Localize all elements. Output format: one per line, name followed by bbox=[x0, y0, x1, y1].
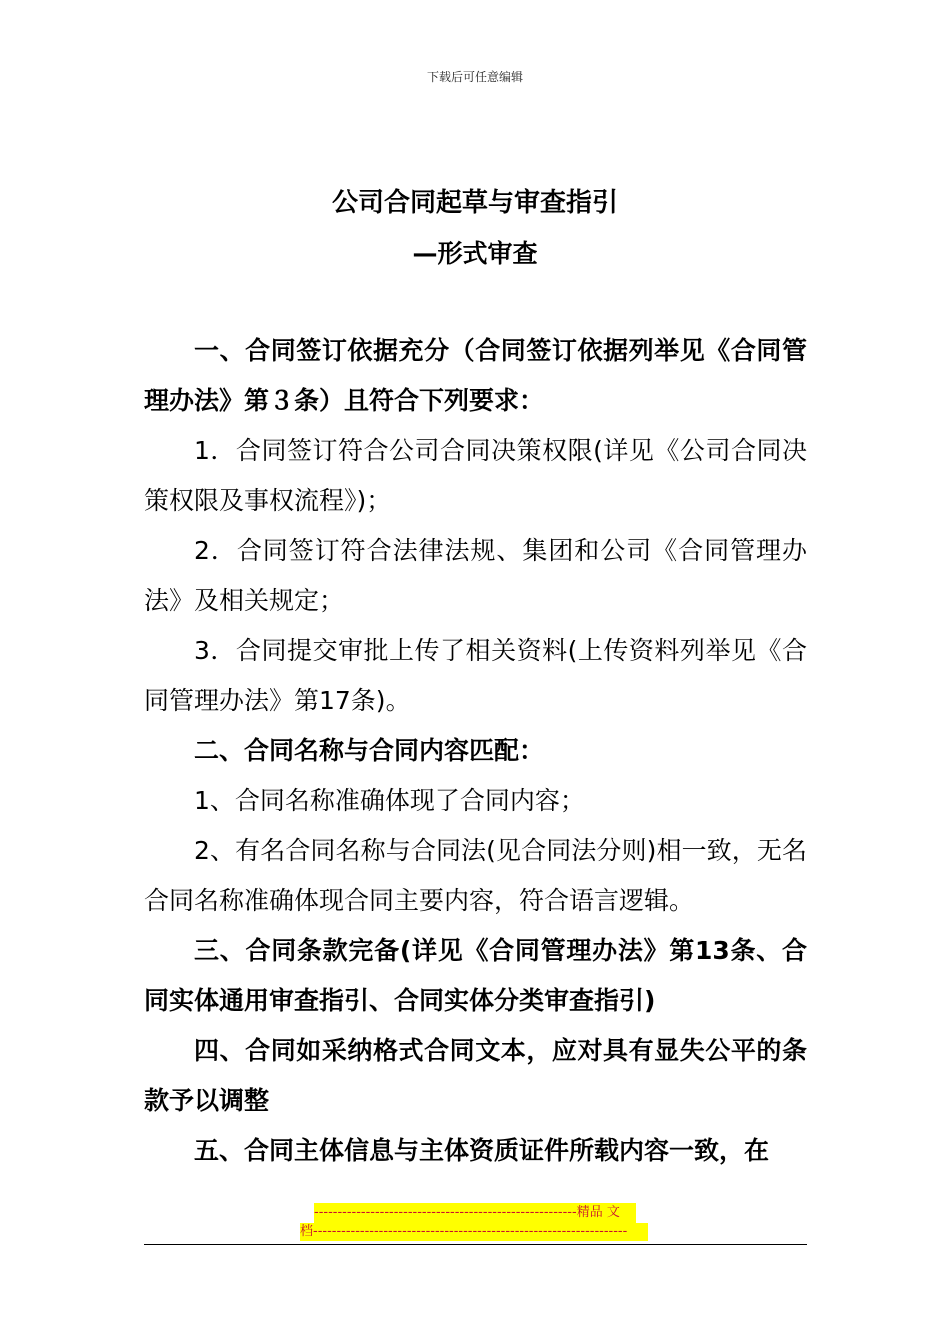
footer-divider bbox=[144, 1244, 807, 1245]
document-title: 公司合同起草与审查指引 bbox=[331, 188, 618, 218]
paragraph: 二、合同名称与合同内容匹配： bbox=[194, 736, 545, 765]
paragraph: 1、合同名称准确体现了合同内容； bbox=[194, 786, 585, 815]
document-body bbox=[144, 326, 807, 1176]
header-note: 下载后可任意编辑 bbox=[426, 70, 523, 84]
footer-line-1: --------------------------------------------------------精品 文 bbox=[314, 1203, 636, 1223]
paragraph: 四、合同如采纳格式合同文本，应对具有显失公平的条款予以调整 bbox=[144, 1036, 807, 1115]
paragraph: 1．合同签订符合公司合同决策权限(详见《公司合同决策权限及事权流程》)； bbox=[144, 436, 807, 515]
paragraph: 五、合同主体信息与主体资质证件所载内容一致，在 bbox=[194, 1136, 770, 1165]
paragraph: 2．合同签订符合法律法规、集团和公司《合同管理办法》及相关规定； bbox=[144, 536, 807, 615]
paragraph: 3．合同提交审批上传了相关资料(上传资料列举见《合同管理办法》第17条)。 bbox=[144, 636, 807, 715]
footer-watermark bbox=[300, 1203, 650, 1241]
footer-line-2: 档------------------------------------------------------------------- bbox=[300, 1223, 648, 1241]
paragraph: 三、合同条款完备(详见《合同管理办法》第13条、合同实体通用审查指引、合同实体分类审查指引) bbox=[144, 936, 807, 1015]
document-subtitle: —形式审查 bbox=[412, 239, 538, 268]
paragraph: 一、合同签订依据充分（合同签订依据列举见《合同管理办法》第３条）且符合下列要求： bbox=[144, 336, 807, 415]
paragraph: 2、有名合同名称与合同法(见合同法分则)相一致，无名合同名称准确体现合同主要内容，符合语言逻辑。 bbox=[144, 836, 807, 915]
